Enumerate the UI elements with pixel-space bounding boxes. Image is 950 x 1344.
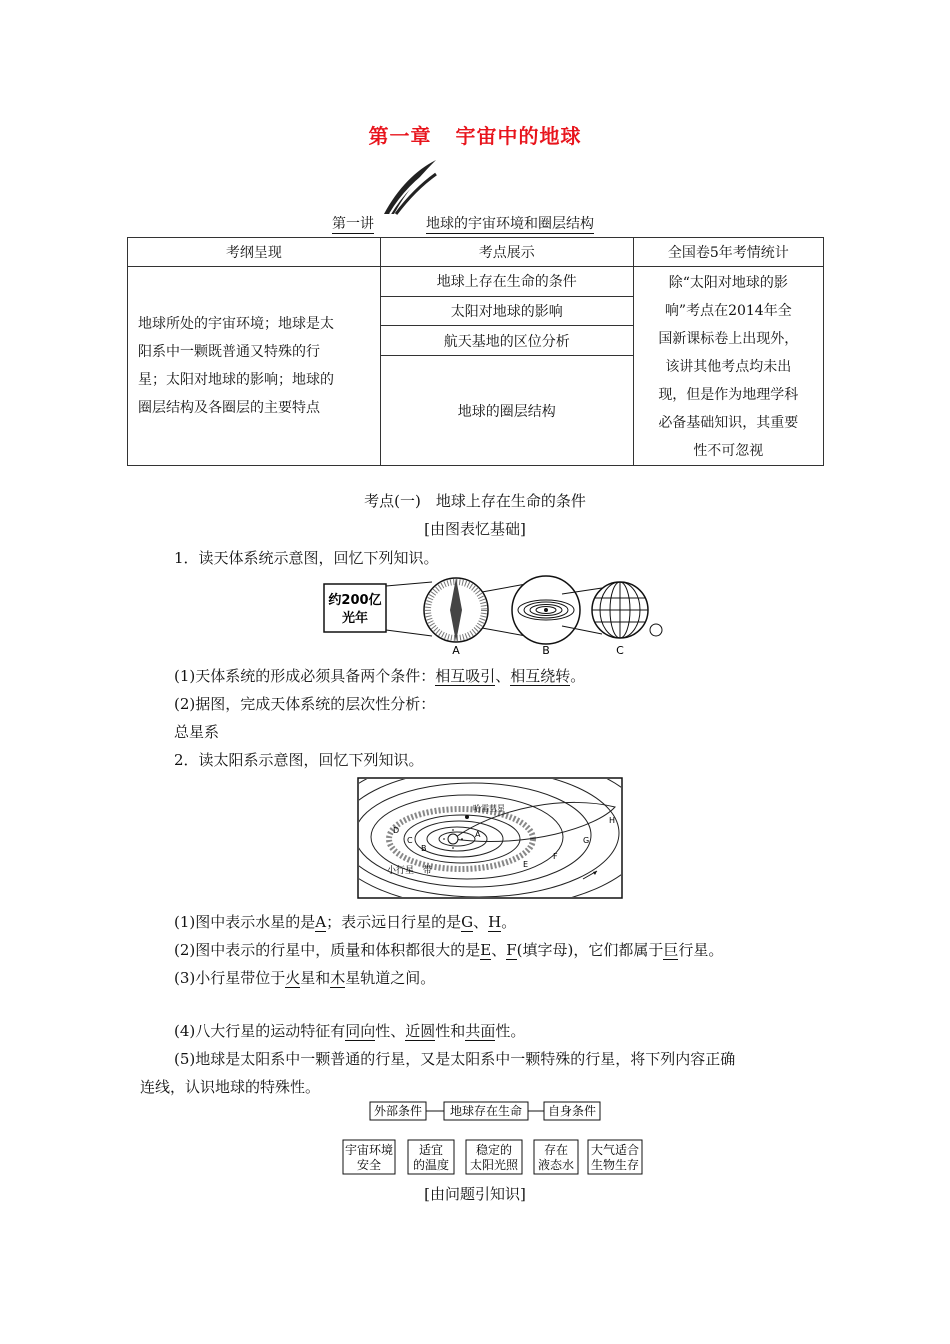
- q2-line3: [174, 967, 435, 988]
- label-a: A: [452, 644, 460, 657]
- answer: 近圆: [405, 1022, 436, 1040]
- answer: H: [488, 913, 502, 931]
- q1-part1: [174, 665, 585, 686]
- header-outline: 考纲呈现: [128, 238, 381, 267]
- scale-text-2: 光年: [341, 611, 369, 626]
- asteroid-belt-label: 小行星 带: [387, 866, 433, 876]
- punct: 星轨道之间。: [345, 969, 436, 987]
- stats-line: 响”考点在2014年全: [664, 303, 792, 319]
- swoosh-decoration-icon: [380, 158, 440, 216]
- chapter-label: 第一章: [368, 124, 432, 148]
- outline-line: 地球所处的宇宙环境；地球是太: [138, 316, 334, 332]
- section-subtitle-2: [由问题引知识]: [424, 1185, 526, 1203]
- stats-line: 性不可忽视: [693, 443, 764, 459]
- planet-label: H: [609, 816, 616, 825]
- answer: 火: [285, 969, 301, 987]
- diagram-top-box: 外部条件: [373, 1104, 423, 1118]
- q1-stem: 1．读天体系统示意图，回忆下列知识。: [174, 549, 439, 567]
- text: (4)八大行星的运动特征有: [174, 1022, 346, 1040]
- topic-cell: 地球上存在生命的条件: [380, 267, 633, 297]
- text: (1)图中表示水星的是: [174, 913, 316, 931]
- separator: 、: [473, 913, 489, 931]
- diagram-bottom-box: 生物生存: [590, 1158, 640, 1172]
- q2-line4: [174, 1020, 525, 1041]
- topic-cell: 航天基地的区位分析: [380, 326, 633, 356]
- text: 星和: [300, 969, 331, 987]
- text: 性、: [375, 1022, 406, 1040]
- outline-line: 阳系中一颗既普通又特殊的行: [138, 344, 320, 360]
- planet-label: D: [393, 826, 400, 835]
- answer: 相互吸引: [435, 667, 496, 685]
- text: 性和: [435, 1022, 466, 1040]
- diagram-bottom-box: 液态水: [537, 1158, 575, 1172]
- q2-line2: [174, 939, 723, 960]
- answer: 巨: [663, 941, 679, 959]
- answer: 共面: [465, 1022, 496, 1040]
- celestial-system-figure: [322, 574, 667, 659]
- diagram-top-box: 地球存在生命: [449, 1104, 523, 1118]
- answer: F: [506, 941, 517, 959]
- text: (填字母)，它们都属于: [516, 941, 664, 959]
- planet-label: G: [583, 836, 590, 845]
- topic-cell: 地球的圈层结构: [380, 356, 633, 466]
- planet-label: A: [475, 830, 481, 839]
- lecture-number: 第一讲: [332, 213, 374, 234]
- moon-circle: [650, 624, 662, 636]
- answer: 相互绕转: [510, 667, 571, 685]
- diagram-bottom-box: 存在: [543, 1143, 569, 1157]
- chapter-name: 宇宙中的地球: [455, 124, 582, 148]
- planet-label: F: [553, 852, 558, 861]
- scale-text-1: 约200亿: [328, 593, 382, 608]
- label-b: B: [542, 644, 550, 657]
- planet-label: C: [407, 836, 413, 845]
- chapter-title: [0, 120, 950, 149]
- diagram-bottom-box: 大气适合: [590, 1143, 640, 1157]
- q1-part1-text: (1)天体系统的形成必须具备两个条件：: [174, 667, 436, 685]
- header-stats: 全国卷5年考情统计: [633, 238, 823, 267]
- life-conditions-diagram: [340, 1100, 645, 1176]
- planet-label: B: [421, 844, 427, 853]
- diagram-bottom-box: 宇宙环境: [344, 1143, 394, 1157]
- q2-line5b: 连线，认识地球的特殊性。: [140, 1078, 321, 1096]
- outline-line: 星；太阳对地球的影响；地球的: [138, 372, 334, 388]
- answer: E: [480, 941, 492, 959]
- diagram-bottom-box: 稳定的: [475, 1143, 513, 1157]
- q1-part2: (2)据图，完成天体系统的层次性分析：: [174, 695, 436, 713]
- punct: 行星。: [678, 941, 724, 959]
- q1-part3: 总星系: [174, 723, 220, 741]
- punct: 性。: [495, 1022, 526, 1040]
- outline-line: 圈层结构及各圈层的主要特点: [138, 400, 320, 416]
- q2-line5a: (5)地球是太阳系中一颗普通的行星，又是太阳系中一颗特殊的行星，将下列内容正确: [174, 1050, 736, 1068]
- answer: 同向: [345, 1022, 376, 1040]
- stats-line: 国新课标卷上出现外，: [658, 331, 799, 347]
- section-title: 考点(一) 地球上存在生命的条件: [364, 492, 586, 510]
- section-subtitle: [由图表忆基础]: [424, 520, 526, 538]
- separator: 、: [491, 941, 507, 959]
- stats-line: 该讲其他考点均未出: [665, 359, 792, 375]
- answer: 木: [330, 969, 346, 987]
- outline-cell: [128, 267, 381, 466]
- diagram-bottom-box: 太阳光照: [469, 1158, 519, 1172]
- answer: G: [461, 913, 474, 931]
- header-topics: 考点展示: [380, 238, 633, 267]
- q2-line1: [174, 911, 516, 932]
- comet-label: 哈雷彗星: [473, 804, 505, 813]
- answer: A: [315, 913, 327, 931]
- q2-stem: 2．读太阳系示意图，回忆下列知识。: [174, 751, 424, 769]
- stats-line: 现，但是作为地理学科: [658, 387, 799, 403]
- stats-cell: [633, 267, 823, 466]
- lecture-heading: [128, 213, 824, 235]
- solar-system-figure: [357, 777, 623, 899]
- diagram-bottom-box: 安全: [356, 1158, 382, 1172]
- syllabus-table: [127, 237, 824, 466]
- punct: 。: [501, 913, 517, 931]
- text: (3)小行星带位于: [174, 969, 286, 987]
- planet-label: E: [523, 860, 529, 869]
- stats-line: 除“太阳对地球的影: [668, 275, 788, 291]
- topic-cell: 太阳对地球的影响: [380, 296, 633, 326]
- diagram-bottom-box: 适宜: [418, 1143, 444, 1157]
- diagram-top-box: 自身条件: [547, 1104, 597, 1118]
- stats-line: 必备基础知识，其重要: [658, 415, 799, 431]
- text: (2)图中表示的行星中，质量和体积都很大的是: [174, 941, 481, 959]
- text: ；表示远日行星的是: [326, 913, 462, 931]
- lecture-title: 地球的宇宙环境和圈层结构: [426, 213, 594, 234]
- label-c: C: [616, 644, 624, 657]
- punct: 。: [570, 667, 586, 685]
- diagram-bottom-box: 的温度: [412, 1158, 450, 1172]
- separator: 、: [495, 667, 511, 685]
